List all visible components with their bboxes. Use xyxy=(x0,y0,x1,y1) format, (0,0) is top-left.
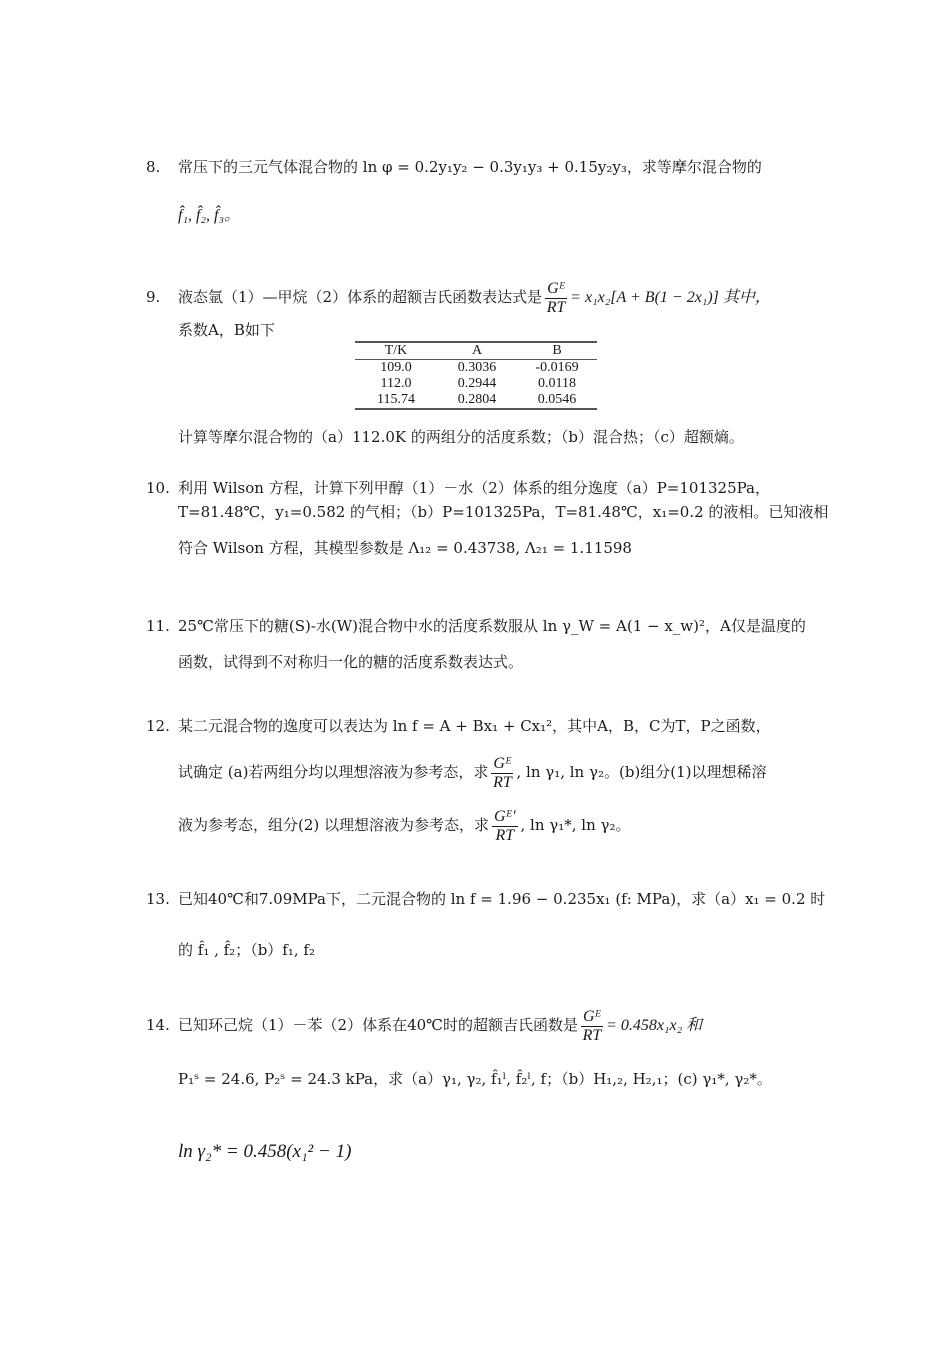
table-cell: 0.2944 xyxy=(457,376,497,391)
problem-14-line-1 xyxy=(178,1005,702,1046)
problem-12-line-2-pre: 试确定 (a)若两组分均以理想溶液为参考态，求 xyxy=(178,763,489,781)
problem-14-fraction xyxy=(581,1008,603,1045)
problem-9-number: 9. xyxy=(146,288,161,306)
fraction-denominator: RT xyxy=(582,1026,602,1044)
problem-8-line-2: f̂₁, f̂₂, f̂₃。 xyxy=(178,207,241,224)
table-cell: 0.0546 xyxy=(517,392,597,409)
table-cell: -0.0169 xyxy=(535,360,579,375)
problem-9-line-1-post: = x₁x₂[A + B(1 − 2x₁)] 其中， xyxy=(570,289,771,306)
problem-10-line-2: T=81.48℃，y₁=0.582 的气相；（b）P=101325Pa，T=81.48℃，x₁=0.2 的液相。已知液相 xyxy=(178,503,829,521)
problem-11-line-2: 函数，试得到不对称归一化的糖的活度系数表达式。 xyxy=(178,653,524,671)
table-header-cell: T/K xyxy=(355,342,437,360)
problem-12-fraction-a xyxy=(491,755,513,792)
problem-12-line-2 xyxy=(178,752,767,792)
table-cell: 0.3036 xyxy=(457,360,497,375)
problem-13-line-1: 已知40℃和7.09MPa下，二元混合物的 ln f = 1.96 − 0.235x₁ (f: MPa)，求（a）x₁ = 0.2 时 xyxy=(178,890,826,908)
problem-8-number: 8. xyxy=(146,158,161,176)
table-header-row xyxy=(355,342,597,360)
problem-10-number: 10. xyxy=(146,479,170,497)
problem-13-line-2: 的 f̂₁ , f̂₂；（b）f₁, f₂ xyxy=(178,941,315,959)
problem-9-line-1 xyxy=(178,277,771,318)
fraction-denominator: RT xyxy=(493,773,512,791)
problem-14-number: 14. xyxy=(146,1016,170,1034)
problem-12-line-1: 某二元混合物的逸度可以表达为 ln f = A + Bx₁ + Cx₁²，其中A，B，C为T，P之函数， xyxy=(178,717,771,735)
table-cell: 0.2804 xyxy=(437,392,517,409)
problem-14-line-3: ln γ₂* = 0.458(x₁² − 1) xyxy=(178,1141,352,1162)
problem-10-line-1: 利用 Wilson 方程，计算下列甲醇（1）－水（2）体系的组分逸度（a）P=101325Pa， xyxy=(178,479,770,497)
fraction-numerator: Gᴱ xyxy=(582,1007,602,1025)
table-cell: 109.0 xyxy=(380,360,412,375)
table-row xyxy=(355,376,597,392)
fraction-denominator: RT xyxy=(495,826,515,844)
problem-8-line-1: 常压下的三元气体混合物的 ln φ = 0.2y₁y₂ − 0.3y₁y₃ + 0.15y₂y₃，求等摩尔混合物的 xyxy=(178,158,762,176)
fraction-numerator: Gᴱ xyxy=(547,279,566,297)
table-cell: 112.0 xyxy=(380,376,412,391)
problem-13-number: 13. xyxy=(146,890,170,908)
problem-9-line-1-pre: 液态氩（1）—甲烷（2）体系的超额吉氏函数表达式是 xyxy=(178,288,543,306)
problem-14-line-2: P₁ˢ = 24.6, P₂ˢ = 24.3 kPa，求（a）γ₁, γ₂, f̂₁ˡ, f̂₂ˡ, f；（b）H₁,₂, H₂,₁；(c) γ₁*, γ₂*。 xyxy=(178,1070,772,1088)
table-row xyxy=(355,392,597,409)
problem-14-line-1-pre: 已知环己烷（1）－苯（2）体系在40℃时的超额吉氏函数是 xyxy=(178,1016,578,1034)
problem-12-number: 12. xyxy=(146,717,170,735)
problem-9-line-2: 系数A，B如下 xyxy=(178,321,275,339)
table-row xyxy=(355,360,597,377)
problem-9-fraction xyxy=(545,280,567,317)
table-header-cell: B xyxy=(517,342,597,360)
problem-12-line-3-pre: 液为参考态，组分(2) 以理想溶液为参考态，求 xyxy=(178,816,490,834)
problem-12-line-2-post: , ln γ₁, ln γ₂。(b)组分(1)以理想稀溶 xyxy=(516,763,767,781)
problem-11-number: 11. xyxy=(146,617,170,635)
problem-12-line-3-post: , ln γ₁*, ln γ₂。 xyxy=(520,816,631,834)
table-header-cell: A xyxy=(437,342,517,360)
table-cell: 0.0118 xyxy=(538,376,576,391)
table-cell: 115.74 xyxy=(355,392,437,409)
problem-14-line-1-post: = 0.458x₁x₂ 和 xyxy=(606,1017,703,1034)
fraction-denominator: RT xyxy=(546,298,566,316)
problem-12-line-3 xyxy=(178,805,631,845)
fraction-numerator: Gᴱ xyxy=(493,754,512,772)
problem-12-fraction-b xyxy=(492,808,517,845)
problem-11-line-1: 25℃常压下的糖(S)-水(W)混合物中水的活度系数服从 ln γ_W = A(1 − x_w)²，A仅是温度的 xyxy=(178,617,806,635)
problem-9-line-3: 计算等摩尔混合物的（a）112.0K 的两组分的活度系数；（b）混合热；（c）超额熵。 xyxy=(178,428,744,446)
problem-10-line-3: 符合 Wilson 方程，其模型参数是 Λ₁₂ = 0.43738, Λ₂₁ = 1.11598 xyxy=(178,539,632,557)
fraction-numerator: Gᴱ' xyxy=(494,807,516,825)
coefficient-table xyxy=(355,341,597,410)
